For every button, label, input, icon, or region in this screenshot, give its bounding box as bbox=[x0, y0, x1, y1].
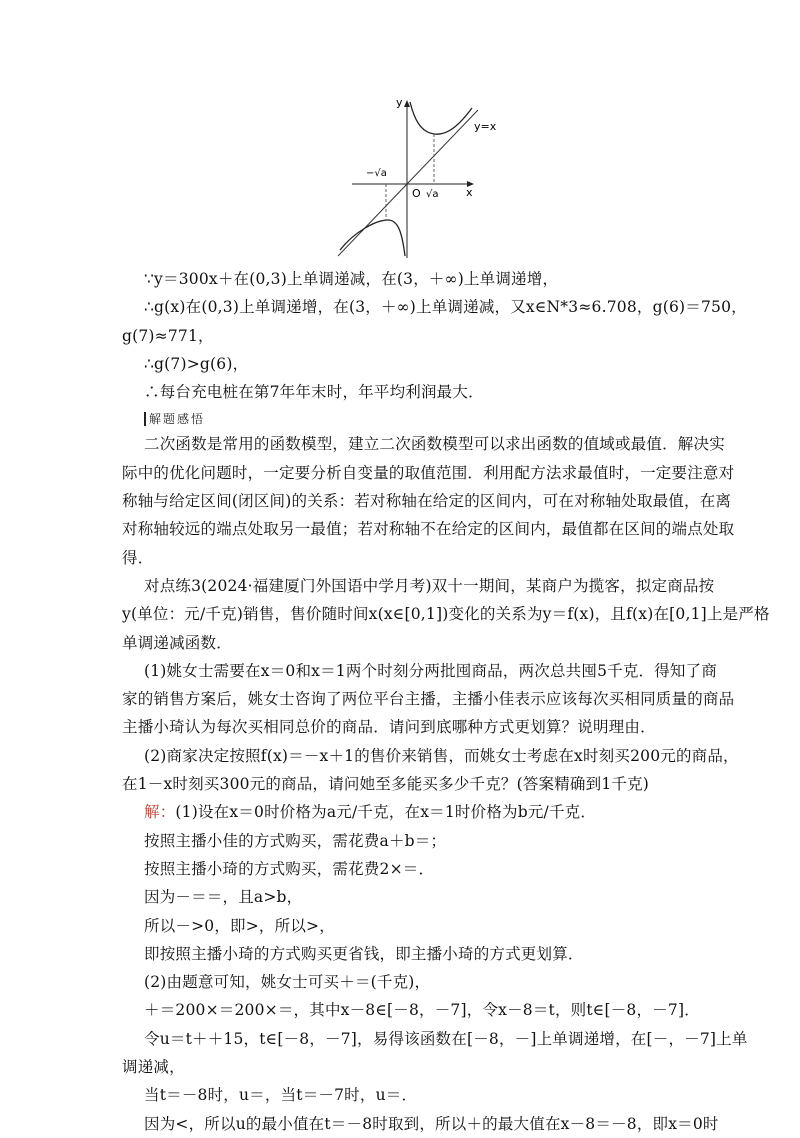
text-line: ∴每台充电桩在第7年年末时，年平均利润最大． bbox=[144, 383, 484, 402]
line-label: y=x bbox=[474, 120, 496, 133]
curve-left-branch bbox=[340, 220, 405, 256]
text-line: 对点练3(2024·福建厦门外国语中学月考)双十一期间，某商户为揽客，拟定商品按 bbox=[144, 576, 715, 595]
text-line: (1)姚女士需要在x＝0和x＝1两个时刻分两批囤商品，两次总共囤5千克．得知了商 bbox=[144, 661, 718, 680]
text-line: 即按照主播小琦的方式购买更省钱，即主播小琦的方式更划算． bbox=[144, 944, 584, 963]
section-tag-line bbox=[122, 406, 688, 430]
text-line: 按照主播小琦的方式购买，需花费2×＝． bbox=[144, 859, 435, 878]
text-segment: (1)设在x＝0时价格为a元/千克，在x＝1时价格为b元/千克． bbox=[175, 803, 597, 822]
x-axis-label: x bbox=[466, 186, 473, 199]
text-line: 得． bbox=[122, 548, 154, 567]
curve-right-branch bbox=[410, 102, 472, 134]
function-graph bbox=[334, 96, 496, 260]
y-axis-label: y bbox=[396, 96, 403, 109]
text-line: ∴g(7)>g(6)， bbox=[144, 354, 249, 373]
text-line: 所以－>0，即>，所以>， bbox=[144, 916, 335, 935]
text-line: 单调递减函数． bbox=[122, 633, 232, 652]
text-line: 对称轴较远的端点处取另一最值；若对称轴不在给定的区间内，最值都在区间的端点处取 bbox=[122, 520, 735, 539]
text-line: 在1－x时刻买300元的商品，请问她至多能买多少千克？(答案精确到1千克) bbox=[122, 775, 650, 794]
text-line: 称轴与给定区间(闭区间)的关系：若对称轴在给定的区间内，可在对称轴处取最值，在离 bbox=[122, 492, 732, 511]
y-axis-arrow-icon bbox=[404, 100, 410, 107]
text-line: ＋＝200×＝200×＝，其中x－8∈[－8，－7]，令x－8＝t，则t∈[－8，－7]． bbox=[144, 1001, 700, 1020]
neg-root-label: −√a bbox=[366, 168, 387, 179]
text-line: 二次函数是常用的函数模型，建立二次函数模型可以求出函数的值域或最值．解决实 bbox=[144, 435, 725, 454]
text-line: 际中的优化问题时，一定要分析自变量的取值范围．利用配方法求最值时，一定要注意对 bbox=[122, 463, 735, 482]
text-body bbox=[122, 265, 770, 1138]
text-line: 主播小琦认为每次买相同总价的商品．请问到底哪种方式更划算？说明理由． bbox=[122, 718, 656, 737]
text-line bbox=[122, 798, 688, 826]
text-line: 家的销售方案后，姚女士咨询了两位平台主播，主播小佳表示应该每次买相同质量的商品 bbox=[122, 690, 735, 709]
asymptote-line bbox=[338, 110, 478, 256]
pos-root-label: √a bbox=[426, 189, 439, 200]
text-line: ∵y＝300x＋在(0,3)上单调递减，在(3，＋∞)上单调递增， bbox=[144, 270, 559, 288]
solution-label: 解： bbox=[144, 803, 176, 822]
text-line: 调递减， bbox=[122, 1058, 185, 1077]
text-line: g(7)≈771， bbox=[122, 326, 214, 345]
text-line: 按照主播小佳的方式购买，需花费a＋b＝； bbox=[144, 831, 447, 850]
text-line: (2)商家决定按照f(x)＝－x＋1的售价来销售，而姚女士考虑在x时刻买200元的商品， bbox=[144, 746, 739, 765]
text-line: 因为<，所以u的最小值在t＝－8时取到，所以＋的最大值在x－8＝－8，即x＝0时 bbox=[144, 1114, 719, 1133]
text-line: 令u＝t＋＋15，t∈[－8，－7]，易得该函数在[－8，－]上单调递增，在[－，－7]上单 bbox=[144, 1029, 748, 1048]
origin-label: O bbox=[412, 187, 421, 200]
text-line: y(单位：元/千克)销售，售价随时间x(x∈[0,1])变化的关系为y＝f(x)，且f(x)在[0,1]上是严格 bbox=[122, 605, 770, 624]
text-line: ∴g(x)在(0,3)上单调递增，在(3，＋∞)上单调递减，又x∈N*3≈6.708，g(6)＝750， bbox=[144, 298, 747, 317]
section-tag: 解题感悟 bbox=[144, 412, 205, 426]
text-line: 因为－＝＝，且a>b， bbox=[144, 888, 303, 907]
text-line: (2)由题意可知，姚女士可买＋＝(千克)， bbox=[144, 973, 431, 992]
text-line: 当t＝－8时，u＝，当t＝－7时，u＝． bbox=[144, 1086, 418, 1105]
